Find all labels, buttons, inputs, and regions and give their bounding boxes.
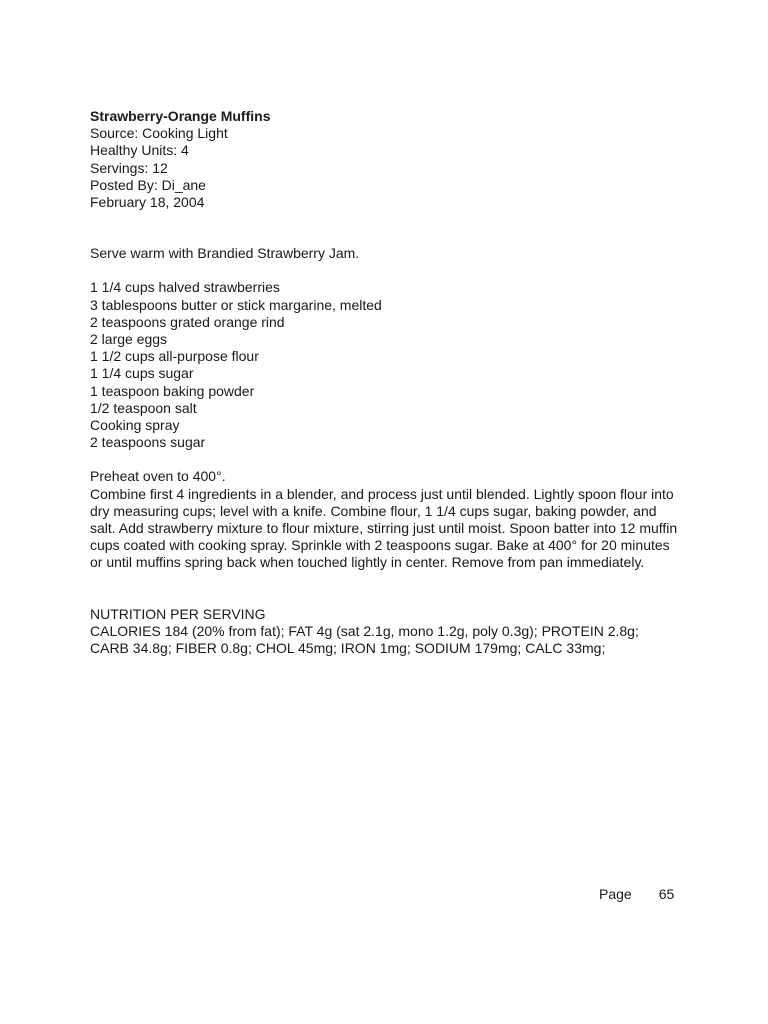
ingredient-item: Cooking spray (90, 417, 180, 434)
ingredient-item: 1 1/4 cups halved strawberries (90, 279, 280, 296)
spacer (90, 211, 690, 245)
recipe-body (90, 108, 690, 657)
recipe-servings: Servings: 12 (90, 159, 168, 176)
ingredient-item: 2 large eggs (90, 331, 168, 348)
nutrition-text: CALORIES 184 (20% from fat); FAT 4g (sat 2.1g, mono 1.2g, poly 0.3g); PROTEIN 2.8g; CARB 34.8g; FIBER 0.8g; CHOL 45mg; IRON 1mg; SODIUM 179mg; CALC 33mg; (90, 622, 639, 657)
recipe-posted-by: Posted By: Di_ane (90, 176, 206, 193)
ingredient-item: 2 teaspoons grated orange rind (90, 313, 285, 330)
page-label: Page (599, 886, 632, 902)
ingredient-item: 1 1/4 cups sugar (90, 365, 194, 382)
ingredient-item: 1 1/2 cups all-purpose flour (90, 348, 259, 365)
serve-note: Serve warm with Brandied Strawberry Jam. (90, 245, 360, 262)
spacer (90, 262, 690, 279)
spacer (90, 572, 690, 606)
directions-paragraph: Combine first 4 ingredients in a blender, and process just until blended. Lightly spoon flour into dry measuring cups; level with a knife. Combine flour, 1 1/4 cups sugar, baking powder, and salt. Add strawberry mixture to flour mixture, stirring just until moist. Spoon batter into 12 muffin cups coated with cooking spray. Sprinkle with 2 teaspoons sugar. Bake at 400° for 20 minutes or until muffins spring back when touched lightly in center. Remove from pan immediately. (90, 485, 678, 571)
page-footer (599, 886, 674, 903)
ingredient-item: 3 tablespoons butter or stick margarine, melted (90, 296, 382, 313)
ingredient-item: 1/2 teaspoon salt (90, 399, 197, 416)
page-number: 65 (658, 886, 675, 902)
ingredient-item: 1 teaspoon baking powder (90, 382, 255, 399)
ingredient-item: 2 teaspoons sugar (90, 434, 206, 451)
recipe-date: February 18, 2004 (90, 194, 205, 211)
recipe-title: Strawberry-Orange Muffins (90, 108, 271, 124)
ingredient-list (90, 279, 690, 451)
preheat-instruction: Preheat oven to 400°. (90, 468, 226, 485)
recipe-healthy-units: Healthy Units: 4 (90, 142, 189, 159)
nutrition-heading: NUTRITION PER SERVING (90, 605, 266, 622)
spacer (90, 451, 690, 468)
recipe-source: Source: Cooking Light (90, 125, 228, 142)
